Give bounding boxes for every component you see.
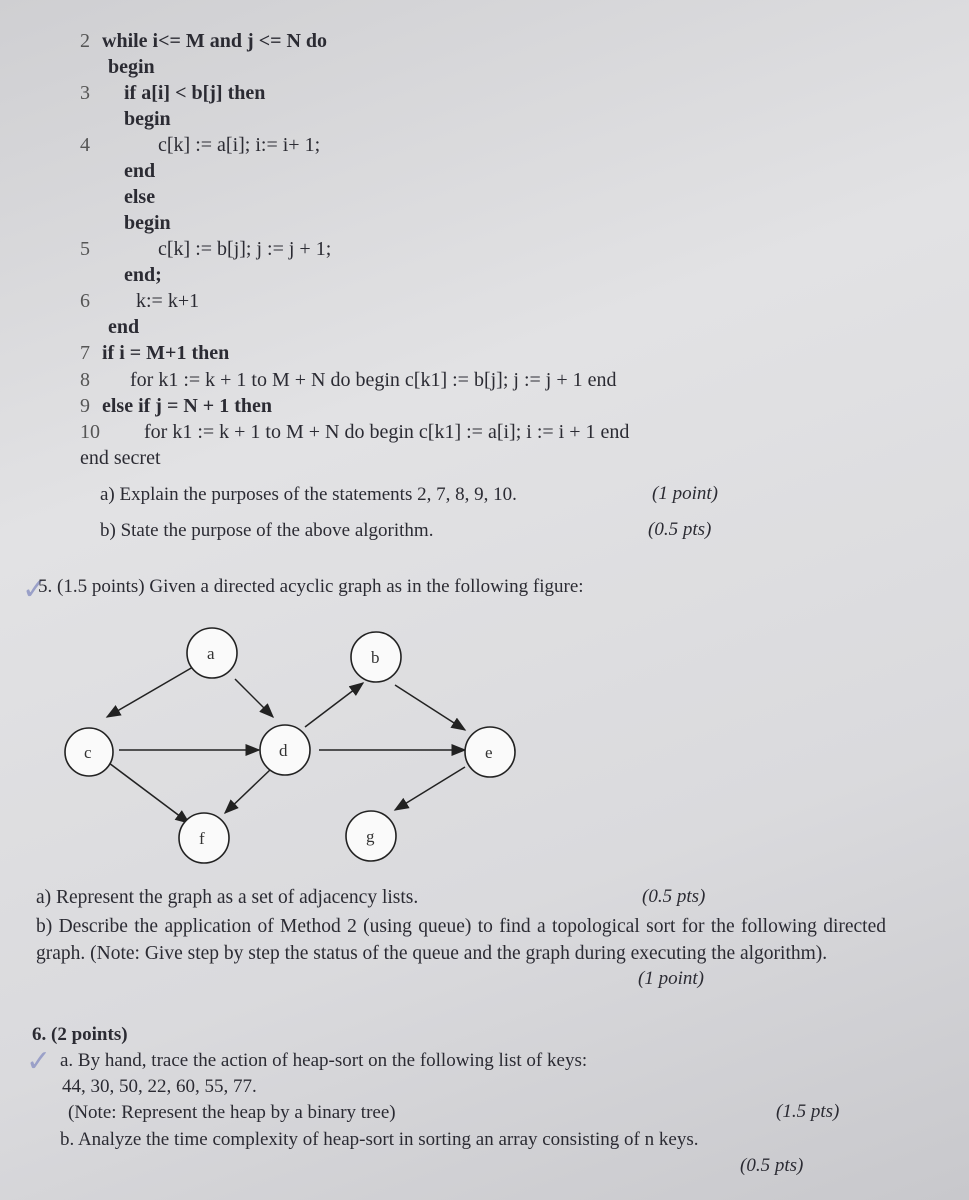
q5b-points: (1 point)	[638, 968, 704, 989]
code-end: end	[124, 160, 156, 182]
q6-title: 6. (2 points)	[32, 1024, 128, 1045]
q4a-text: a) Explain the purposes of the statements 2, 7, 8, 9, 10.	[100, 484, 517, 505]
edge-d-f	[225, 769, 271, 813]
q6a-points: (1.5 pts)	[776, 1101, 840, 1122]
checkmark-icon: ✓	[26, 1045, 52, 1078]
code-line-3: 3 if a[i] < b[j] then	[80, 82, 266, 104]
code-line-4: 4 c[k] := a[i]; i:= i+ 1;	[80, 134, 321, 156]
q6-keys: 44, 30, 50, 22, 60, 55, 77.	[62, 1076, 257, 1097]
edge-a-d	[235, 679, 273, 717]
node-label-b: b	[371, 648, 380, 667]
q4b-text: b) State the purpose of the above algorithm.	[100, 520, 434, 541]
node-label-e: e	[485, 743, 493, 762]
code-line-2: 2 while i<= M and j <= N do	[80, 30, 328, 52]
q6-note: (Note: Represent the heap by a binary tree)	[68, 1102, 396, 1123]
graph-nodes	[65, 628, 515, 863]
code-end: end	[108, 316, 140, 338]
q5a-points: (0.5 pts)	[642, 886, 706, 907]
code-line-8: 8 for k1 := k + 1 to M + N do begin c[k1] := b[j]; j := j + 1 end	[80, 369, 617, 391]
code-end: end;	[124, 264, 162, 286]
node-label-d: d	[279, 741, 288, 760]
node-label-c: c	[84, 743, 92, 762]
edge-e-g	[395, 767, 465, 810]
code-line-10: 10 for k1 := k + 1 to M + N do begin c[k1] := a[i]; i := i + 1 end	[80, 421, 630, 443]
node-label-g: g	[366, 827, 375, 846]
q4a-points: (1 point)	[652, 483, 718, 504]
q6a-text: a. By hand, trace the action of heap-sort on the following list of keys:	[60, 1050, 588, 1071]
dag-figure	[55, 615, 535, 865]
edge-b-e	[395, 685, 465, 730]
edge-a-c	[107, 667, 193, 717]
code-line-9: 9 else if j = N + 1 then	[80, 395, 272, 417]
q5b-text: b) Describe the application of Method 2 (using queue) to find a topological sort for the following directed graph. (Note: Give step by step the status of the queue and the graph during executing the algorithm).	[36, 916, 886, 964]
edge-c-f	[109, 763, 189, 823]
code-else: else	[124, 186, 156, 208]
q6b-text: b. Analyze the time complexity of heap-sort in sorting an array consisting of n keys.	[60, 1129, 699, 1150]
code-begin: begin	[124, 212, 171, 234]
code-line-6: 6 k:= k+1	[80, 290, 200, 312]
code-begin: begin	[108, 56, 155, 78]
node-label-a: a	[207, 644, 215, 663]
checkmark-icon: ✓	[22, 573, 48, 606]
code-begin: begin	[124, 108, 171, 130]
q4b-points: (0.5 pts)	[648, 519, 712, 540]
q5a-text: a) Represent the graph as a set of adjacency lists.	[36, 887, 419, 908]
code-line-7: 7 if i = M+1 then	[80, 342, 230, 364]
node-label-f: f	[199, 829, 205, 848]
q5-title: 5. (1.5 points) Given a directed acyclic graph as in the following figure:	[38, 576, 584, 597]
q6b-points: (0.5 pts)	[740, 1155, 804, 1176]
code-end-secret: end secret	[80, 447, 161, 469]
edge-d-b	[305, 683, 363, 727]
code-line-5: 5 c[k] := b[j]; j := j + 1;	[80, 238, 332, 260]
